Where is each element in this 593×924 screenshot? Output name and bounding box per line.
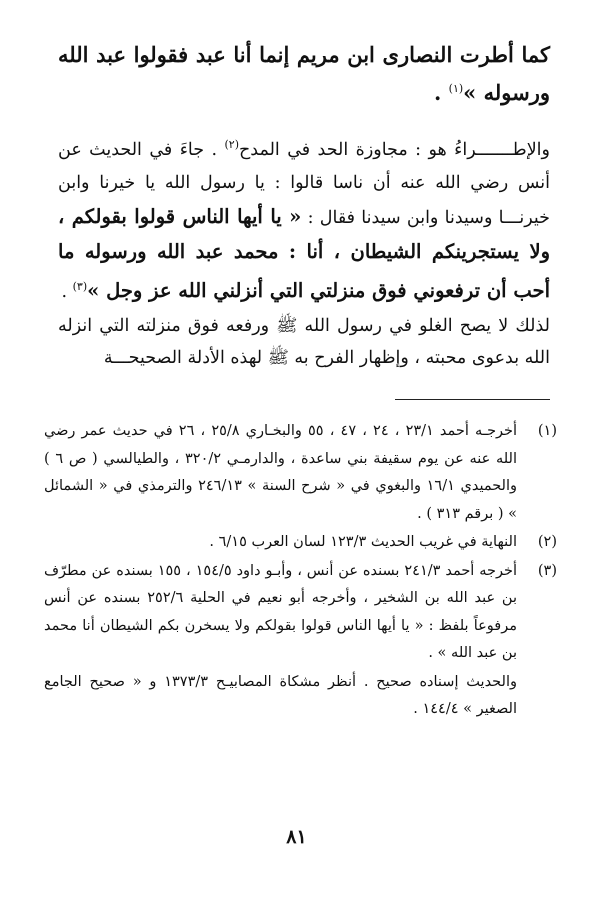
paragraph-hadith-end [58,38,550,110]
paragraph-itra-definition [58,128,550,309]
hadith-quote: « يا أيها الناس قولوا بقولكم ، ولا يستجرينكم الشيطان ، أنا : محمد عبد الله ورسوله ما أحب أن ترفعوني فوق منزلتي التي أنزلني الله عز وجل » [58,204,550,302]
footnote-text: أخرجـه أحمد ٢٣/١ ، ٢٤ ، ٤٧ ، ٥٥ والبخـاري ٢٥/٨ ، ٢٦ في حديث عمر رضي الله عنه عن يوم سقيفة بني ساعدة ، والدارمـي ٣٢٠/٢ ، والطيالسي ( ص ٦ ) والحميدي ١٦/١ والبغوي في « شرح السنة » ٢٤٦/١٣ والترمذي في « الشمائل » ( برقم ٣١٣ ) . [44,423,518,522]
footnote-ref-2[interactable]: (٢) [224,138,239,151]
definition-text: والإطـــــــراءُ هو : مجاوزة الحد في المدح [238,139,550,160]
page-number: ٨١ [286,826,307,848]
paragraph-conclusion [58,310,550,374]
footnote-3-continuation: والحديث إسناده صحيح . أنظر مشكاة المصابيـح ١٣٧٣/٣ و « صحيح الجامع الصغير » ١٤٤/٤ . [44,673,517,717]
footnote-3 [44,558,557,668]
punctuation: . [434,80,449,105]
footnote-number: (٢) [537,534,557,550]
footnote-number: (١) [537,423,557,439]
footnote-ref-1[interactable]: (١) [448,82,464,95]
footnote-text: النهاية في غريب الحديث ١٢٣/٣ لسان العرب ٦/١٥ . [209,534,517,550]
footnote-separator [395,399,550,400]
footnote-2 [44,529,557,557]
conclusion-text: لذلك لا يصح الغلو في رسول الله ﷺ ورفعه فوق منزلته التي انزله الله بدعوى محبته ، وإظهار الفرح به ﷺ لهذه الأدلة الصحيحـــة [58,316,550,368]
footnote-ref-3[interactable]: (٣) [72,279,88,293]
footnote-text: أخرجه أحمد ٢٤١/٣ بسنده عن أنس ، وأبـو داود ١٥٤/٥ ، ١٥٥ بسنده عن مطرّف بن عبد الله بن الشخير ، وأخرجه أبو نعيم في الحلية ٢٥٢/٦ بسنده عن أنس مرفوعاً بلفظ : « يا أيها الناس قولوا بقولكم ولا يسخرن بكم الشيطان أنا محمد بن عبد الله » . [44,562,518,661]
footnotes [44,418,557,724]
footnote-number: (٣) [537,562,557,579]
hadith-text: كما أطرت النصارى ابن مريم إنما أنا عبد فقولوا عبد الله ورسوله » [58,42,550,105]
punctuation: . [61,281,73,302]
footnote-1 [44,418,557,528]
narration-text: . جاءَ في الحديث عن أنس رضي الله عنه أن ناسا قالوا : يا رسول الله يا خيرنا وابن خيرنـــا وسيدنا وابن سيدنا فقال : [58,139,551,228]
